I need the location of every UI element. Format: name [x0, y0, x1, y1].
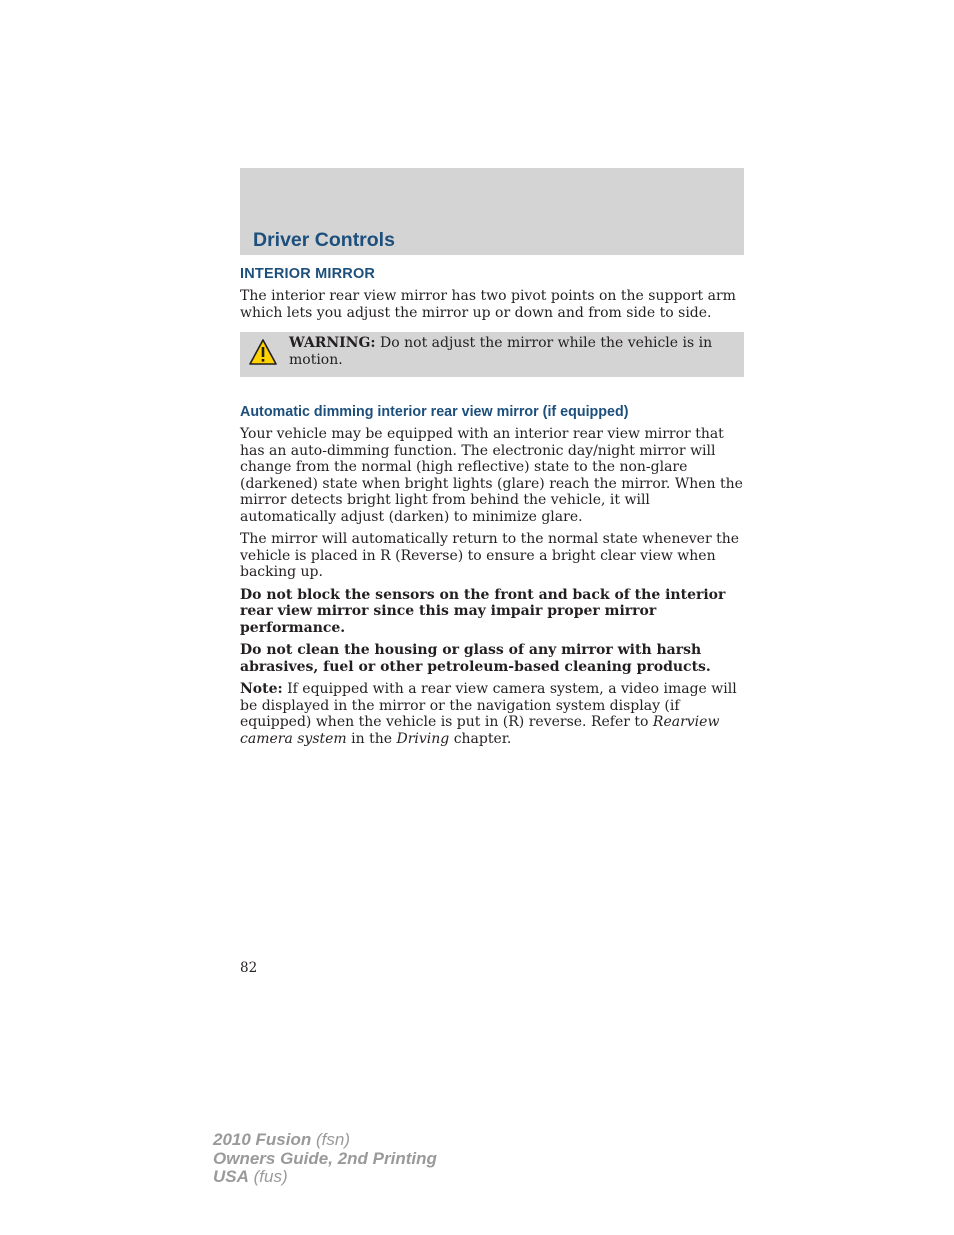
footer-model-code: (fsn) — [311, 1130, 350, 1149]
warning-label: WARNING: — [289, 335, 376, 351]
footer-line-market — [213, 1168, 437, 1187]
warning-box — [240, 332, 744, 377]
footer-model: 2010 Fusion — [213, 1130, 312, 1149]
main-content — [240, 266, 744, 753]
heading-interior-mirror: INTERIOR MIRROR — [240, 266, 376, 282]
sensor-caution: Do not block the sensors on the front and back of the interior rear view mirror since this may impair proper mirror performance. — [240, 586, 726, 636]
cross-reference-rearview-camera: Rearview camera system — [240, 714, 720, 747]
auto-dimming-paragraph: Your vehicle may be equipped with an interior rear view mirror that has an auto-dimming function. The electronic day/night mirror will change from the normal (high reflective) state to the non-glare (darkened) state when bright lights (glare) reach the mirror. When the mirror detects bright light from behind the vehicle, it will automatically adjust (darken) to minimize glare. — [240, 426, 743, 525]
footer-line-model — [213, 1131, 437, 1150]
page-number: 82 — [240, 960, 258, 976]
note-label: Note: — [240, 681, 283, 697]
reverse-paragraph: The mirror will automatically return to the normal state whenever the vehicle is placed in R (Reverse) to ensure a bright clear view when backing up. — [240, 531, 740, 580]
footer-market-code: (fus) — [248, 1167, 288, 1186]
section-title: Driver Controls — [253, 229, 395, 251]
note-paragraph — [240, 681, 744, 747]
footer-market: USA — [213, 1167, 249, 1186]
note-text: If equipped with a rear view camera system, a video image will be displayed in the mirror or the navigation system display (if equipped) when the vehicle is put in (R) reverse. Refer to — [240, 681, 737, 730]
warning-text — [289, 335, 734, 368]
warning-body: Do not adjust the mirror while the vehicle is in motion. — [289, 335, 713, 368]
warning-triangle-icon — [248, 338, 278, 366]
footer-line-edition — [213, 1150, 437, 1169]
heading-auto-dimming: Automatic dimming interior rear view mirror (if equipped) — [240, 404, 629, 420]
document-footer — [213, 1131, 437, 1187]
note-text: in the — [346, 730, 397, 747]
cleaning-caution: Do not clean the housing or glass of any mirror with harsh abrasives, fuel or other petroleum-based cleaning products. — [240, 642, 711, 675]
footer-edition: Owners Guide, 2nd Printing — [213, 1148, 437, 1168]
intro-paragraph: The interior rear view mirror has two pivot points on the support arm which lets you adjust the mirror up or down and from side to side. — [240, 288, 736, 321]
cross-reference-driving-chapter: Driving — [396, 730, 450, 747]
note-text: chapter. — [449, 730, 512, 747]
section-header-band — [240, 168, 744, 255]
